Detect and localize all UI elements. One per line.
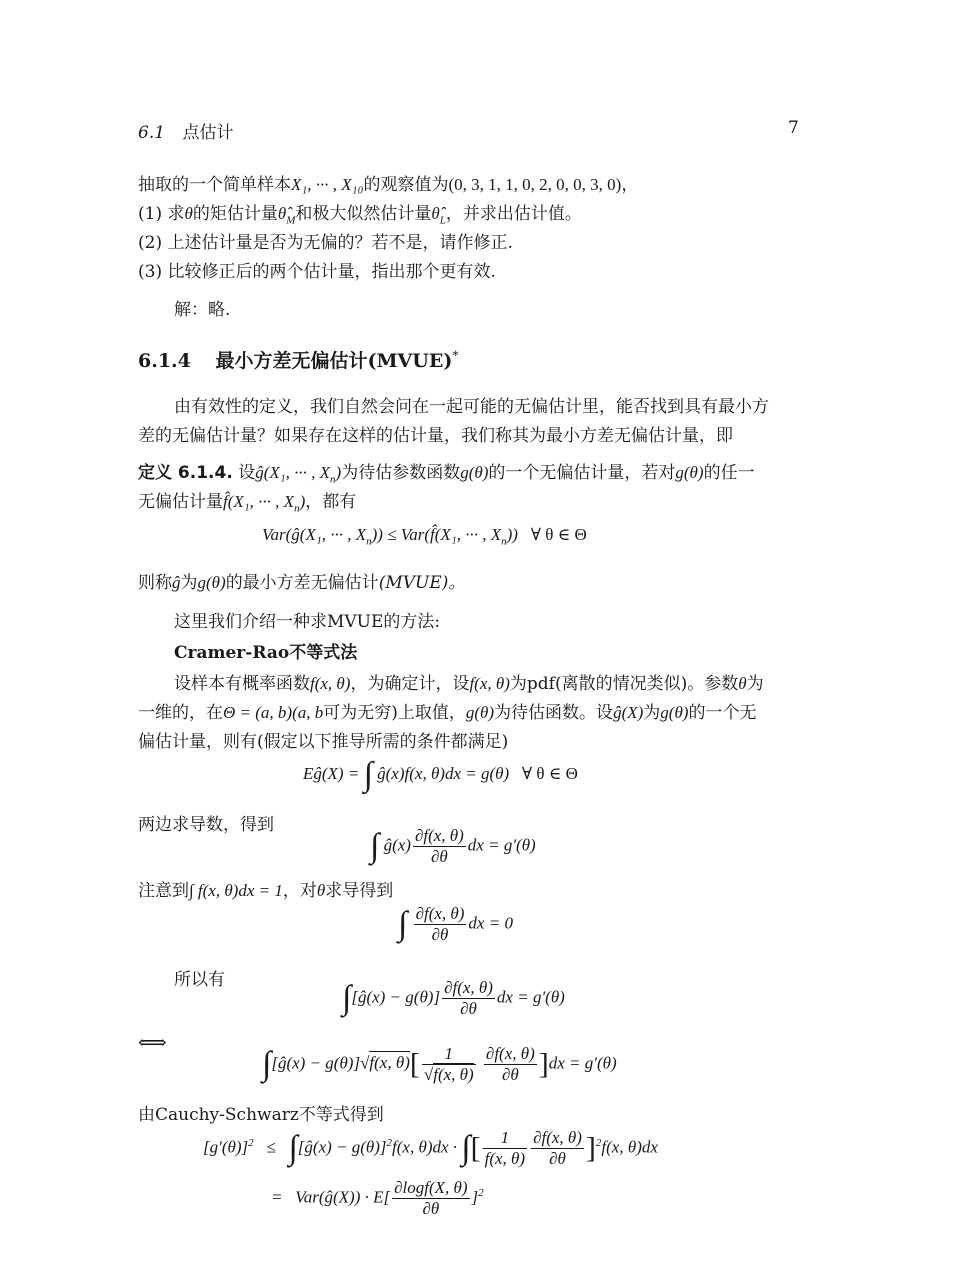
equation-expectation: Eĝ(X) = ∫ ĝ(x)f(x, θ)dx = g(θ) ∀ θ ∈ Θ (303, 756, 578, 793)
method-title: Cramer-Rao不等式法 (174, 643, 358, 663)
problem-line-1: (1) 求θ的矩估计量$\thetâ_M$和极大似然估计量$\thetâ_L$，并求出估计值。 (138, 204, 582, 227)
so-text: 所以有 (174, 970, 225, 990)
equation-cs-line-1: $[g'(\theta)]^2$ ≤ ∫[ĝ(x) − g(θ)]$^2$f(x, θ)dx · ∫[ $\frac{1}{f(x, \theta)}$ $\frac{\partial f(x, \theta)}{\partial\theta}$ ]$^2$f(x, θ)dx (203, 1128, 658, 1168)
method-intro: 这里我们介绍一种求MVUE的方法: (174, 612, 441, 632)
cauchy-schwarz-text: 由Cauchy-Schwarz不等式得到 (138, 1105, 384, 1125)
equation-zero: ∫ $\frac{\partial f(x, \theta)}{\partial\theta}$ dx = 0 (398, 904, 513, 944)
equation-sqrt: ∫[ĝ(x) − g(θ)]√f(x, θ)[ $\frac{1}{√f(x, \theta)}$ $\frac{\partial f(x, \theta)}{\partial\theta}$ ]dx = g′(θ) (262, 1044, 617, 1084)
both-sides-text: 两边求导数，得到 (138, 815, 274, 835)
iff-symbol: ⟺ (138, 1030, 167, 1054)
solution-line: 解：略. (174, 300, 231, 320)
definition-line-3: 则称ĝ为g(θ)的最小方差无偏估计(MVUE)。 (138, 573, 466, 593)
subsection-title: 最小方差无偏估计(MVUE) (215, 350, 453, 372)
subsection-number: 6.1.4 (138, 350, 191, 372)
definition-formula: Var(ĝ(X₁, ··· , $X_n$)) ≤ Var(f̂(X₁, ··· , $X_n$)) ∀ θ ∈ Θ (262, 525, 587, 548)
page-number: 7 (788, 118, 799, 138)
header-section-title: 点估计 (182, 123, 234, 143)
running-header (138, 118, 233, 143)
problem-line-2: (2) 上述估计量是否为无偏的？若不是，请作修正. (138, 233, 513, 253)
method-para-line-2: 一维的，在Θ = (a, b)(a, b可为无穷)上取值，g(θ)为待估函数。设ĝ(X)为g(θ)的一个无 (138, 703, 757, 723)
note-line: 注意到∫ f(x, θ)dx = 1，对θ求导得到 (138, 881, 394, 901)
equation-diff: ∫[ĝ(x) − g(θ)] $\frac{\partial f(x, \theta)}{\partial\theta}$ dx = g′(θ) (342, 978, 565, 1018)
equation-cs-line-2: = Var(ĝ(X)) · E[ $\frac{\partial\log f(X, \theta)}{\partial\theta}$ ]$^2$ (271, 1178, 484, 1218)
method-para-line-3: 偏估计量，则有(假定以下推导所需的条件都满足) (138, 732, 509, 752)
problem-line-3: (3) 比较修正后的两个估计量，指出那个更有效. (138, 262, 496, 282)
definition-line-1: 定义 6.1.4. 设ĝ(X₁, ··· , $X_n$)为待估参数函数g(θ)的一个无偏估计量，若对g(θ)的任一 (138, 463, 755, 486)
method-para-line-1: 设样本有概率函数f(x, θ)，为确定计，设f(x, θ)为pdf(离散的情况类似)。参数θ为 (174, 674, 764, 694)
problem-line-0: 抽取的一个简单样本X₁, ··· , X₁₀的观察值为(0, 3, 1, 1, 0, 2, 0, 0, 3, 0)， (138, 175, 639, 195)
subsection-mark: * (452, 348, 459, 363)
definition-label: 定义 6.1.4. (138, 463, 233, 483)
intro-line-1: 由有效性的定义，我们自然会问在一起可能的无偏估计里，能否找到具有最小方 (174, 397, 769, 417)
header-section-number: 6.1 (138, 123, 166, 143)
equation-derivative: ∫ ĝ(x) $\frac{\partial f(x, \theta)}{\partial\theta}$ dx = g′(θ) (370, 826, 536, 866)
subsection-heading (138, 346, 458, 373)
intro-line-2: 差的无偏估计量？如果存在这样的估计量，我们称其为最小方差无偏估计量，即 (138, 426, 733, 446)
definition-line-2: 无偏估计量f̂(X₁, ··· , $X_n$)，都有 (138, 492, 357, 515)
